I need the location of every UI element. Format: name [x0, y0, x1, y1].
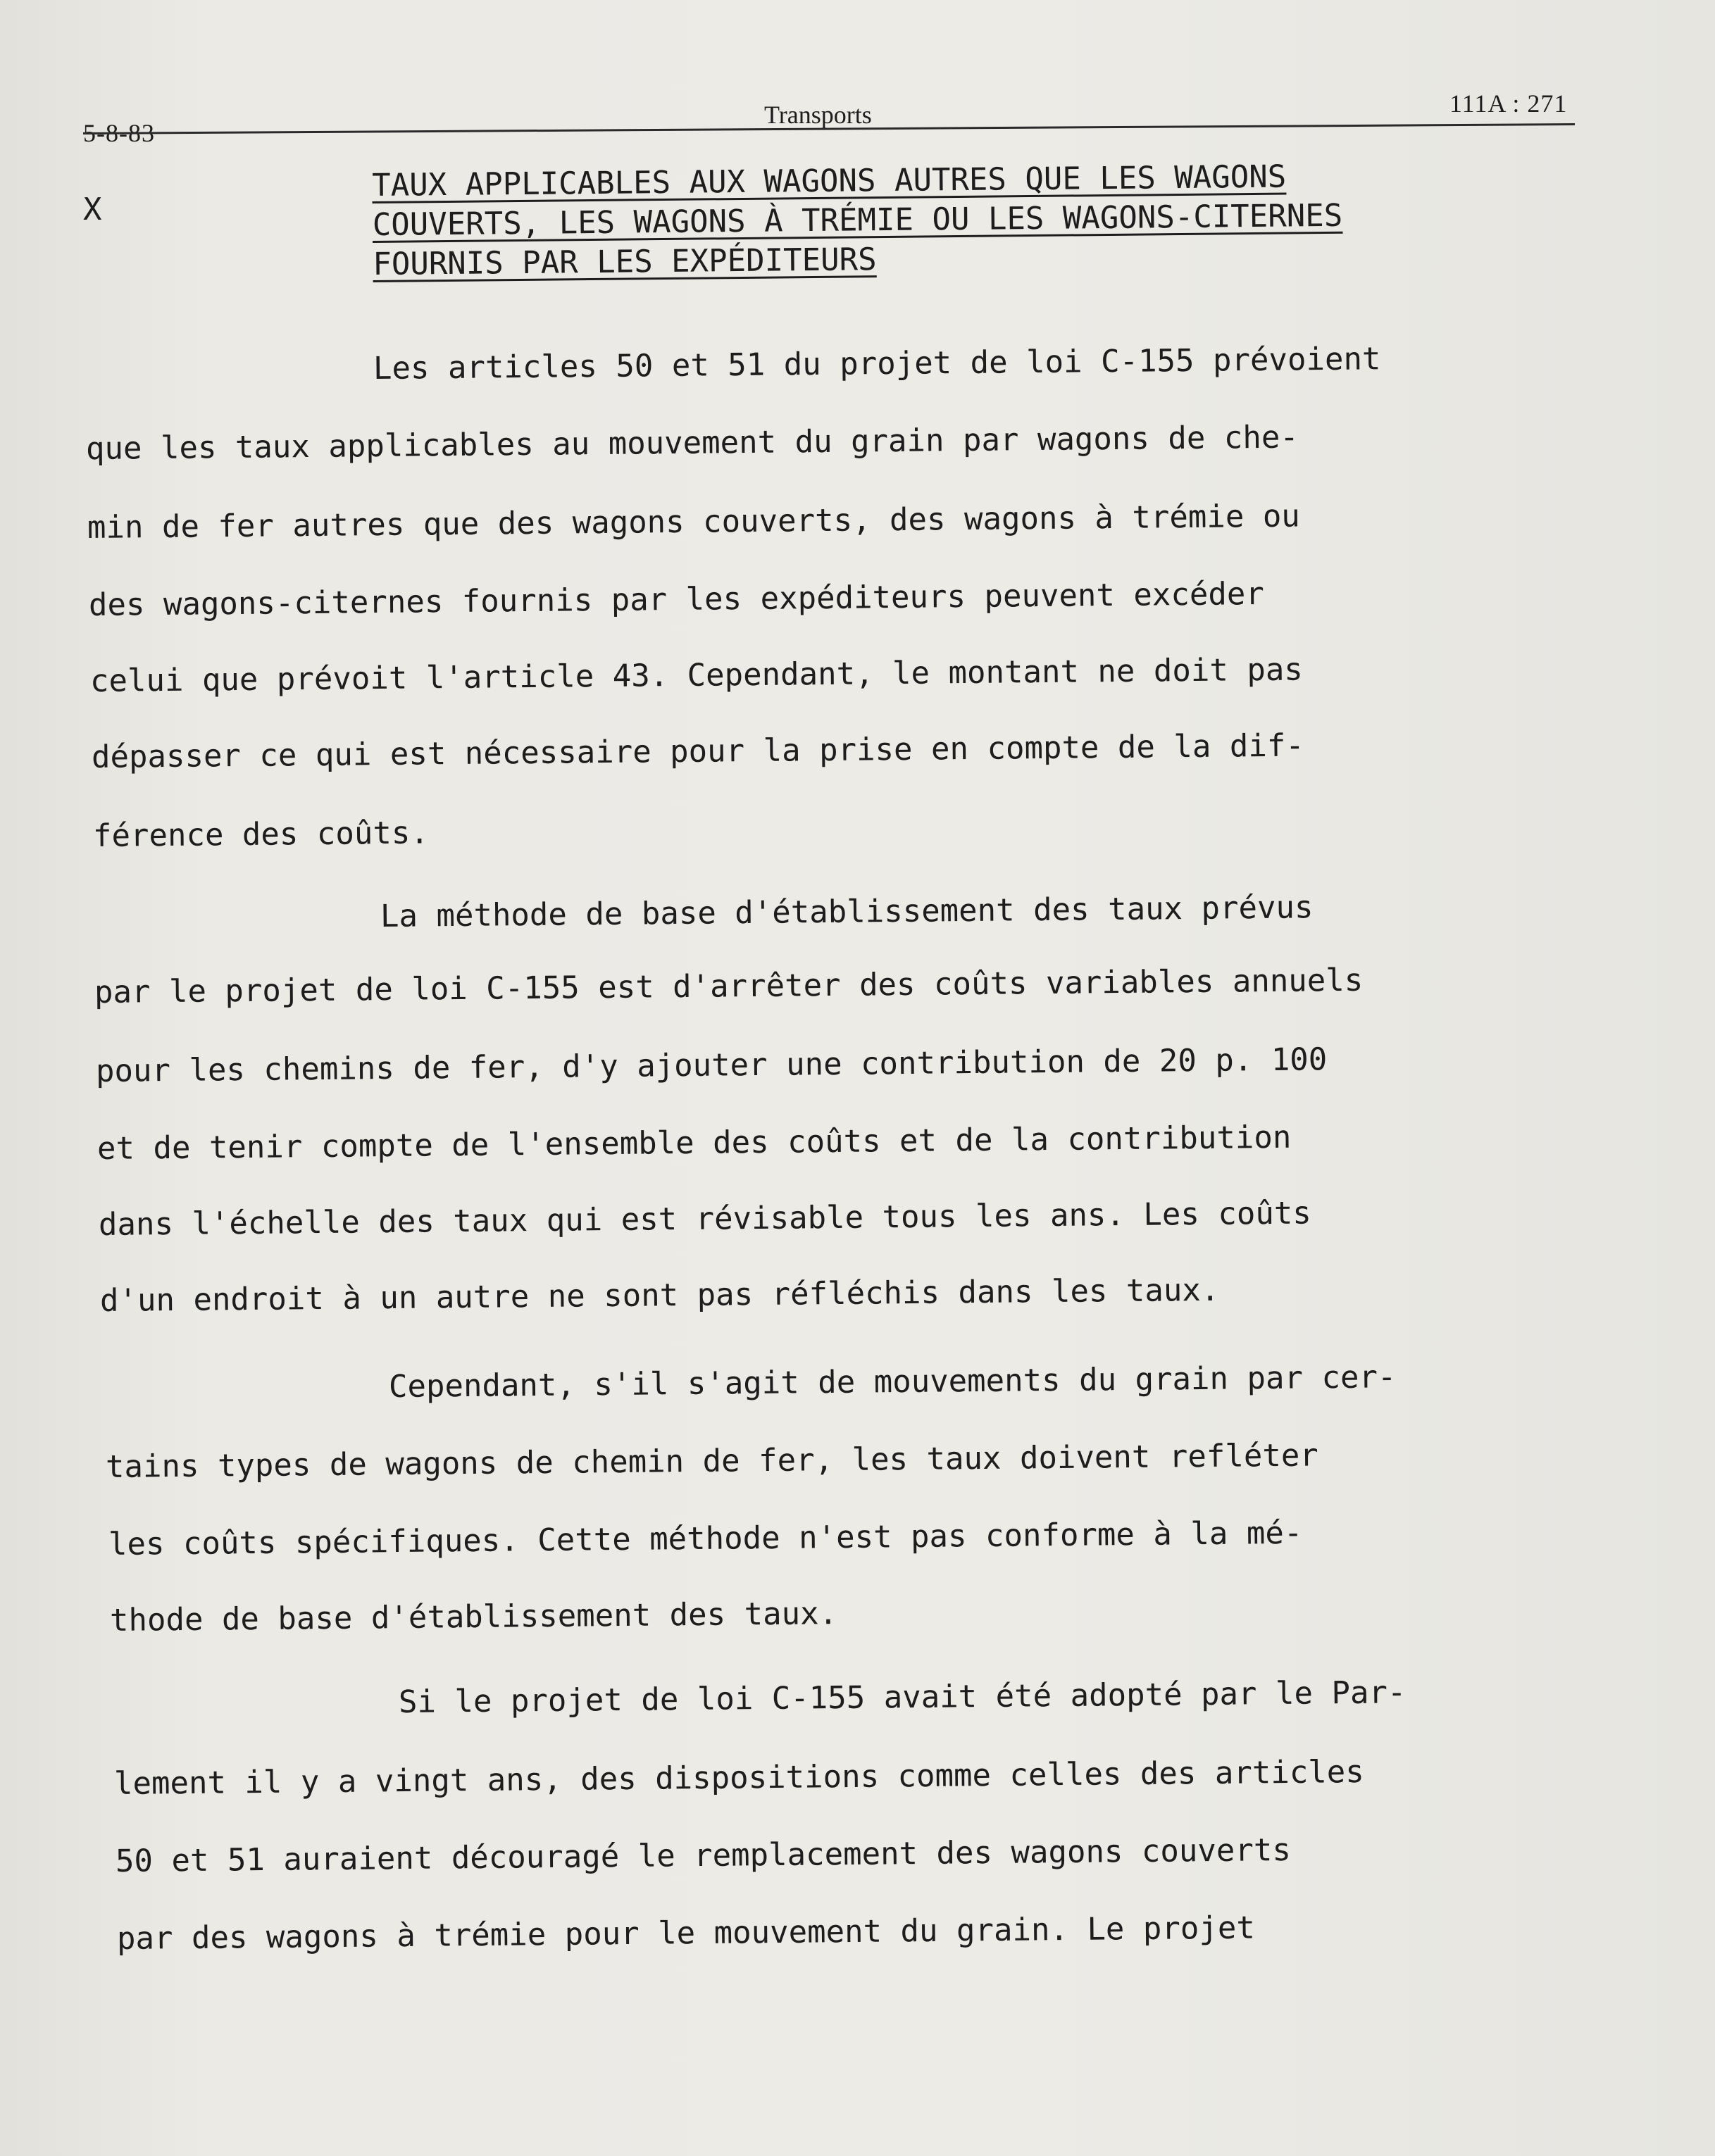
body-line-11: et de tenir compte de l'ensemble des coûts et de la contribution: [96, 1119, 1292, 1167]
section-heading: [372, 154, 1585, 284]
body-line-10: pour les chemins de fer, d'y ajouter une contribution de 20 p. 100: [95, 1041, 1328, 1089]
body-line-6: dépasser ce qui est nécessaire pour la prise en compte de la dif-: [91, 727, 1305, 775]
body-line-3: min de fer autres que des wagons couverts, des wagons à trémie ou: [87, 498, 1301, 546]
section-heading-line-3: FOURNIS PAR LES EXPÉDITEURS: [373, 242, 877, 282]
body-line-19: lement il y a vingt ans, des dispositions comme celles des articles: [113, 1753, 1365, 1802]
header-title: Transports: [764, 101, 872, 129]
body-line-18: Si le projet de loi C-155 avait été adopté par le Par-: [398, 1674, 1407, 1720]
body-line-15: tains types de wagons de chemin de fer, les taux doivent refléter: [105, 1437, 1319, 1485]
body-line-2: que les taux applicables au mouvement du grain par wagons de che-: [85, 419, 1299, 467]
section-heading-line-1: TAUX APPLICABLES AUX WAGONS AUTRES QUE LES WAGONS: [372, 158, 1287, 203]
body-line-13: d'un endroit à un autre ne sont pas réfléchis dans les taux.: [99, 1272, 1220, 1319]
section-marker: X: [83, 192, 102, 227]
body-line-1: Les articles 50 et 51 du projet de loi C-155 prévoient: [373, 341, 1381, 387]
body-line-20: 50 et 51 auraient découragé le remplacement des wagons couverts: [115, 1831, 1292, 1879]
body-line-21: par des wagons à trémie pour le mouvement du grain. Le projet: [116, 1910, 1256, 1957]
header-date: 5-8-83: [83, 119, 155, 147]
body-line-8: La méthode de base d'établissement des taux prévus: [380, 889, 1314, 934]
header-page-reference: 111A : 271: [1449, 89, 1568, 118]
body-line-5: celui que prévoit l'article 43. Cependant, le montant ne doit pas: [89, 651, 1304, 699]
body-line-17: thode de base d'établissement des taux.: [109, 1596, 838, 1638]
body-line-12: dans l'échelle des taux qui est révisable tous les ans. Les coûts: [98, 1195, 1312, 1243]
body-line-7: férence des coûts.: [92, 815, 430, 854]
body-line-9: par le projet de loi C-155 est d'arrêter des coûts variables annuels: [94, 962, 1364, 1010]
body-line-4: des wagons-citernes fournis par les expéditeurs peuvent excéder: [88, 575, 1265, 623]
body-line-14: Cependant, s'il s'agit de mouvements du grain par cer-: [388, 1359, 1397, 1405]
body-line-16: les coûts spécifiques. Cette méthode n'est pas conforme à la mé-: [108, 1515, 1303, 1562]
section-heading-line-2: COUVERTS, LES WAGONS À TRÉMIE OU LES WAGONS-CITERNES: [372, 197, 1343, 243]
